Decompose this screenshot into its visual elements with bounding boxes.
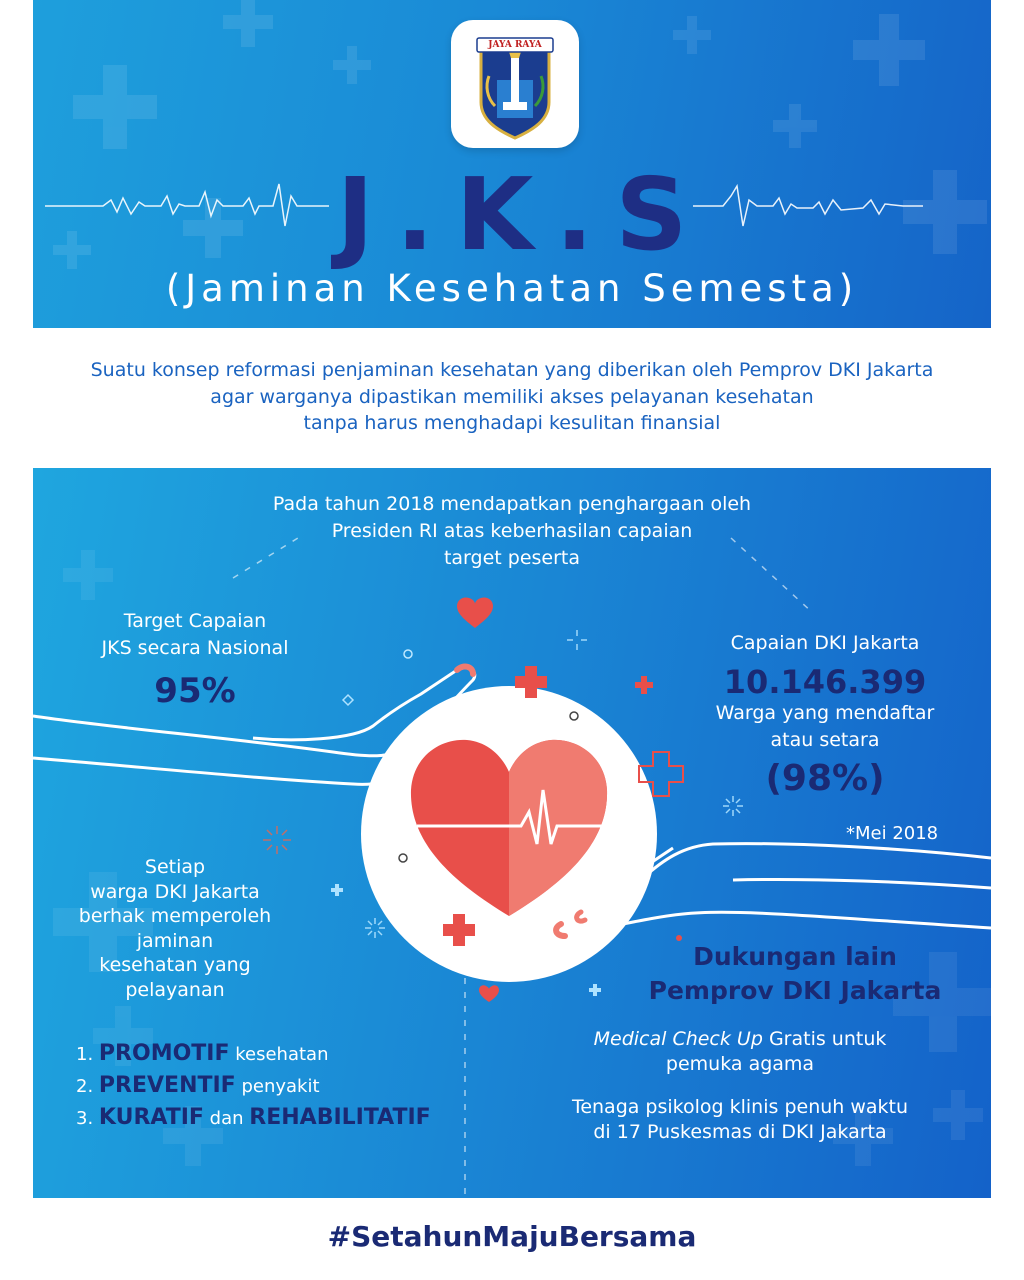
service-keyword: KURATIF bbox=[98, 1105, 204, 1130]
rights-line: warga DKI Jakarta bbox=[90, 880, 260, 903]
rights-line: Setiap bbox=[144, 856, 206, 878]
service-rest: dan bbox=[209, 1108, 244, 1129]
intro-line-1: Suatu konsep reformasi penjaminan kesehatan yang diberikan oleh Pemprov DKI Jakarta bbox=[90, 359, 934, 381]
national-target-line-1: Target Capaian bbox=[123, 610, 267, 632]
dki-achievement-label: Capaian DKI Jakarta bbox=[730, 632, 920, 654]
intro-line-3: tanpa harus menghadapi kesulitan finansial bbox=[303, 412, 721, 434]
service-keyword: PROMOTIF bbox=[98, 1041, 230, 1066]
dki-desc-line-1: Warga yang mendaftar bbox=[715, 702, 935, 724]
service-number: 2. bbox=[76, 1076, 94, 1097]
support-item2-line-1: Tenaga psikolog klinis penuh waktu bbox=[571, 1096, 909, 1118]
logo-banner-text: JAYA RAYA bbox=[488, 40, 542, 50]
support-item1-line-2: pemuka agama bbox=[665, 1053, 815, 1075]
service-rest: penyakit bbox=[241, 1076, 320, 1097]
rights-text bbox=[60, 855, 290, 1002]
national-target-label bbox=[70, 608, 320, 662]
service-number: 1. bbox=[76, 1044, 94, 1065]
small-heart-icon bbox=[457, 597, 493, 628]
support-item-medical bbox=[540, 1027, 940, 1077]
rights-line: kesehatan yang bbox=[99, 954, 251, 976]
jakarta-logo bbox=[451, 20, 579, 148]
service-item-promotif bbox=[76, 1042, 329, 1067]
dki-achievement-value: 10.146.399 bbox=[723, 663, 927, 701]
support-item1-italic: Medical Check Up bbox=[593, 1028, 763, 1050]
rights-line: berhak memperoleh bbox=[78, 905, 272, 927]
support-title-line-1: Dukungan lain bbox=[693, 942, 897, 971]
service-item-preventif bbox=[76, 1074, 320, 1099]
rights-line: pelayanan bbox=[125, 978, 225, 1001]
intro-line-2: agar warganya dipastikan memiliki akses pelayanan kesehatan bbox=[210, 385, 814, 408]
footer-hashtag: #SetahunMajuBersama bbox=[327, 1220, 697, 1253]
support-title-line-2: Pemprov DKI Jakarta bbox=[648, 976, 942, 1005]
national-target-line-2: JKS secara Nasional bbox=[101, 637, 289, 659]
award-line-2: Presiden RI atas keberhasilan capaian bbox=[331, 520, 693, 542]
service-keyword-2: REHABILITATIF bbox=[249, 1105, 431, 1130]
award-text bbox=[200, 491, 824, 572]
support-item1-rest: Gratis untuk bbox=[768, 1028, 887, 1050]
page-title: J.K.S bbox=[336, 156, 710, 273]
intro-paragraph bbox=[60, 357, 964, 437]
award-line-1: Pada tahun 2018 mendapatkan penghargaan oleh bbox=[272, 493, 752, 515]
support-item-psychologist bbox=[520, 1095, 960, 1145]
rights-line: jaminan bbox=[136, 929, 214, 952]
page-subtitle: (Jaminan Kesehatan Semesta) bbox=[165, 267, 859, 310]
award-line-3: target peserta bbox=[443, 547, 581, 569]
support-title bbox=[620, 940, 970, 1008]
service-rest: kesehatan bbox=[235, 1044, 329, 1065]
service-item-kuratif bbox=[76, 1106, 431, 1131]
dki-achievement-note: *Mei 2018 bbox=[846, 823, 939, 844]
dki-achievement-desc bbox=[680, 700, 970, 754]
national-target-value: 95% bbox=[154, 671, 236, 711]
support-item2-line-2: di 17 Puskesmas di DKI Jakarta bbox=[593, 1121, 887, 1143]
dki-achievement-percent: (98%) bbox=[765, 758, 885, 799]
dki-desc-line-2: atau setara bbox=[770, 729, 880, 751]
service-number: 3. bbox=[76, 1108, 94, 1129]
service-keyword: PREVENTIF bbox=[98, 1073, 236, 1098]
